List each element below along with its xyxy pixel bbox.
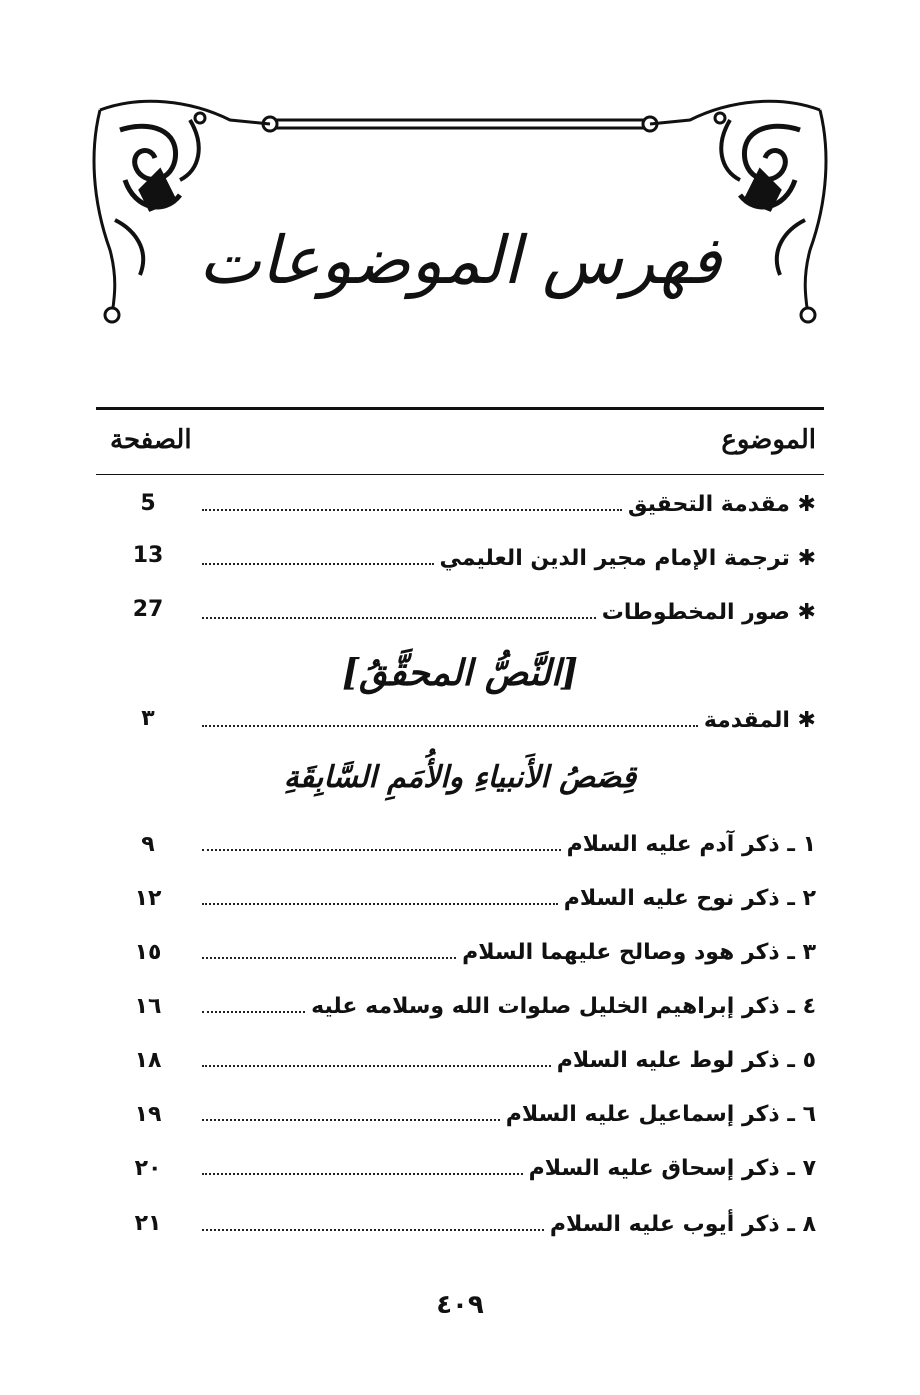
- leader-dots: [202, 849, 561, 851]
- toc-entry: [202, 592, 816, 626]
- toc-entry-page: ١٨: [134, 1048, 162, 1073]
- toc-entry: [202, 824, 816, 858]
- ornamental-frame: [80, 90, 840, 340]
- toc-entry-page: ١٥: [134, 940, 162, 965]
- leader-dots: [202, 1065, 551, 1067]
- leader-dots: [202, 903, 558, 905]
- toc-entry-label: ٥ ـ ذكر لوط عليه السلام: [556, 1047, 816, 1073]
- leader-dots: [202, 1173, 523, 1175]
- toc-entry-label: ✱ صور المخطوطات: [601, 599, 816, 625]
- toc-entry-page: 5: [140, 491, 156, 516]
- toc-entry: [202, 700, 816, 734]
- toc-entry-page: ٢٠: [134, 1156, 162, 1181]
- page-title: فهرس الموضوعات: [198, 222, 722, 299]
- header-top-rule: [96, 407, 824, 410]
- toc-entry: [202, 932, 816, 966]
- toc-entry-page: 27: [132, 597, 164, 622]
- toc-entry-label: ٣ ـ ذكر هود وصالح عليهما السلام: [462, 939, 816, 965]
- section-heading-verified-text: [النَّصُّ المحقَّقُ]: [342, 652, 578, 694]
- toc-entry-page: ٢١: [134, 1211, 162, 1236]
- toc-entry-label: ٦ ـ ذكر إسماعيل عليه السلام: [505, 1101, 816, 1127]
- toc-entry: [202, 1094, 816, 1128]
- toc-entry: [202, 1040, 816, 1074]
- section-heading-prophets: قِصَصُ الأَنبياءِ والأُمَمِ السَّابِقَةِ: [283, 760, 637, 795]
- toc-entry: [202, 538, 816, 572]
- toc-entry-label: ✱ مقدمة التحقيق: [627, 491, 816, 517]
- toc-entry: [202, 878, 816, 912]
- leader-dots: [202, 725, 698, 727]
- toc-entry-label: ١ ـ ذكر آدم عليه السلام: [566, 831, 816, 857]
- toc-entry: [202, 1148, 816, 1182]
- toc-entry-label: ٤ ـ ذكر إبراهيم الخليل صلوات الله وسلامه عليه: [311, 993, 816, 1019]
- toc-entry-page: ١٦: [134, 994, 162, 1019]
- leader-dots: [202, 1229, 544, 1231]
- toc-entry-label: ✱ المقدمة: [703, 707, 816, 733]
- toc-entry-label: ٧ ـ ذكر إسحاق عليه السلام: [528, 1155, 816, 1181]
- toc-entry-label: ٨ ـ ذكر أيوب عليه السلام: [549, 1211, 816, 1237]
- leader-dots: [202, 509, 622, 511]
- leader-dots: [202, 563, 434, 565]
- toc-entry: [202, 484, 816, 518]
- leader-dots: [202, 617, 596, 619]
- toc-entry: [202, 1204, 816, 1238]
- toc-entry-label: ٢ ـ ذكر نوح عليه السلام: [563, 885, 816, 911]
- toc-entry-label: ✱ ترجمة الإمام مجير الدين العليمي: [439, 545, 816, 571]
- toc-entry-page: 13: [132, 543, 164, 568]
- topic-column-header: الموضوع: [721, 425, 816, 455]
- toc-entry-page: ١٩: [134, 1102, 162, 1127]
- toc-entry-page: ٩: [141, 832, 155, 857]
- toc-entry-page: ٣: [141, 706, 155, 731]
- leader-dots: [202, 957, 456, 959]
- leader-dots: [202, 1119, 500, 1121]
- header-bottom-rule: [96, 474, 824, 475]
- leader-dots: [202, 1011, 305, 1013]
- page-column-header: الصفحة: [110, 425, 192, 455]
- toc-entry-page: ١٢: [134, 886, 162, 911]
- toc-entry: [202, 986, 816, 1020]
- page-number: ٤٠٩: [436, 1290, 484, 1320]
